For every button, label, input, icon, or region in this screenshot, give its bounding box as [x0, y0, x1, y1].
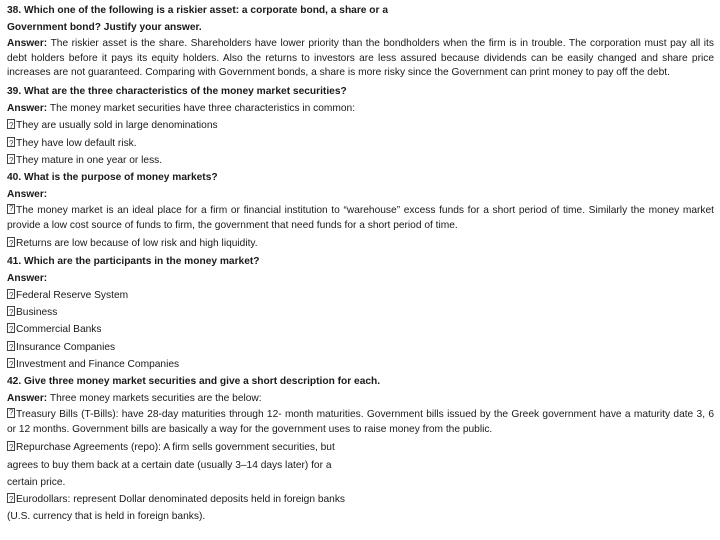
- answer-label: Answer:: [7, 272, 48, 284]
- list-item-continued: (U.S. currency that is held in foreign banks).: [7, 511, 206, 523]
- answer-39: [7, 100, 714, 117]
- list-item: ?They have low default risk.: [7, 135, 714, 152]
- bullet-icon: [7, 154, 15, 164]
- list-item-continued: certain price.: [7, 476, 66, 488]
- answer-42-text: Three money markets securities are the below:: [49, 393, 262, 405]
- bullet-icon: [7, 137, 15, 147]
- list-item: ?Eurodollars: represent Dollar denominated deposits held in foreign banks: [7, 491, 714, 508]
- list-item-continued: agrees to buy them back at a certain date (usually 3–14 days later) for a: [7, 459, 332, 471]
- bullet-icon: [7, 408, 15, 418]
- bullet-icon: [7, 358, 15, 368]
- answer-38: [7, 37, 714, 81]
- answer-label: Answer:: [7, 189, 48, 201]
- question-40: 40. What is the purpose of money markets?: [7, 171, 218, 183]
- list-item: ?Business: [7, 304, 714, 321]
- list-item: ?Returns are low because of low risk and high liquidity.: [7, 235, 714, 252]
- bullet-icon: [7, 119, 15, 129]
- list-item: ?Treasury Bills (T-Bills): have 28-day maturities through 12- month maturities. Government bills issued by the Greek government have a maturity date 3, 6 or 12 months. Government bills are basically a way for the government uses to raise money from the public.: [7, 408, 714, 437]
- question-39: 39. What are the three characteristics of the money market securities?: [7, 85, 347, 97]
- answer-label: Answer:: [7, 38, 48, 50]
- bullet-icon: [7, 441, 15, 451]
- list-item: ?Investment and Finance Companies: [7, 356, 714, 373]
- list-item: ?Commercial Banks: [7, 321, 714, 338]
- bullet-icon: [7, 306, 15, 316]
- bullet-icon: [7, 204, 15, 214]
- bullet-icon: [7, 289, 15, 299]
- list-item: ?They mature in one year or less.: [7, 152, 714, 169]
- answer-38-text: The riskier asset is the share. Shareholders have lower priority than the bondholders when the firm is in trouble. The corporation must pay all its debt holders before it pays its equity holders. Also the returns to investors are less assured because dividends can be easily changed and share price increases are not guaranteed. Comparing with Government bonds, a share is more risky since the Government can print money to pay off the debt.: [7, 38, 714, 79]
- question-41: 41. Which are the participants in the money market?: [7, 255, 260, 267]
- list-item: ?They are usually sold in large denominations: [7, 117, 714, 134]
- question-42: 42. Give three money market securities and give a short description for each.: [7, 375, 381, 387]
- answer-42: [7, 390, 714, 407]
- list-item: ?Repurchase Agreements (repo): A firm sells government securities, but: [7, 439, 714, 456]
- answer-39-text: The money market securities have three characteristics in common:: [49, 103, 356, 115]
- bullet-icon: [7, 237, 15, 247]
- list-item: ?Federal Reserve System: [7, 287, 714, 304]
- bullet-icon: [7, 493, 15, 503]
- question-38-line2: Government bond? Justify your answer.: [7, 22, 202, 34]
- bullet-icon: [7, 323, 15, 333]
- question-38-line1: 38. Which one of the following is a riskier asset: a corporate bond, a share or a: [7, 5, 388, 16]
- answer-label: Answer:: [7, 393, 48, 405]
- list-item: ?Insurance Companies: [7, 339, 714, 356]
- answer-label: Answer:: [7, 103, 48, 115]
- list-item: ?The money market is an ideal place for a firm or financial institution to “warehouse” excess funds for a short period of time. Similarly the money market provide a low cost source of funds to firm, the government that need funds for a short period of time.: [7, 204, 714, 233]
- bullet-icon: [7, 341, 15, 351]
